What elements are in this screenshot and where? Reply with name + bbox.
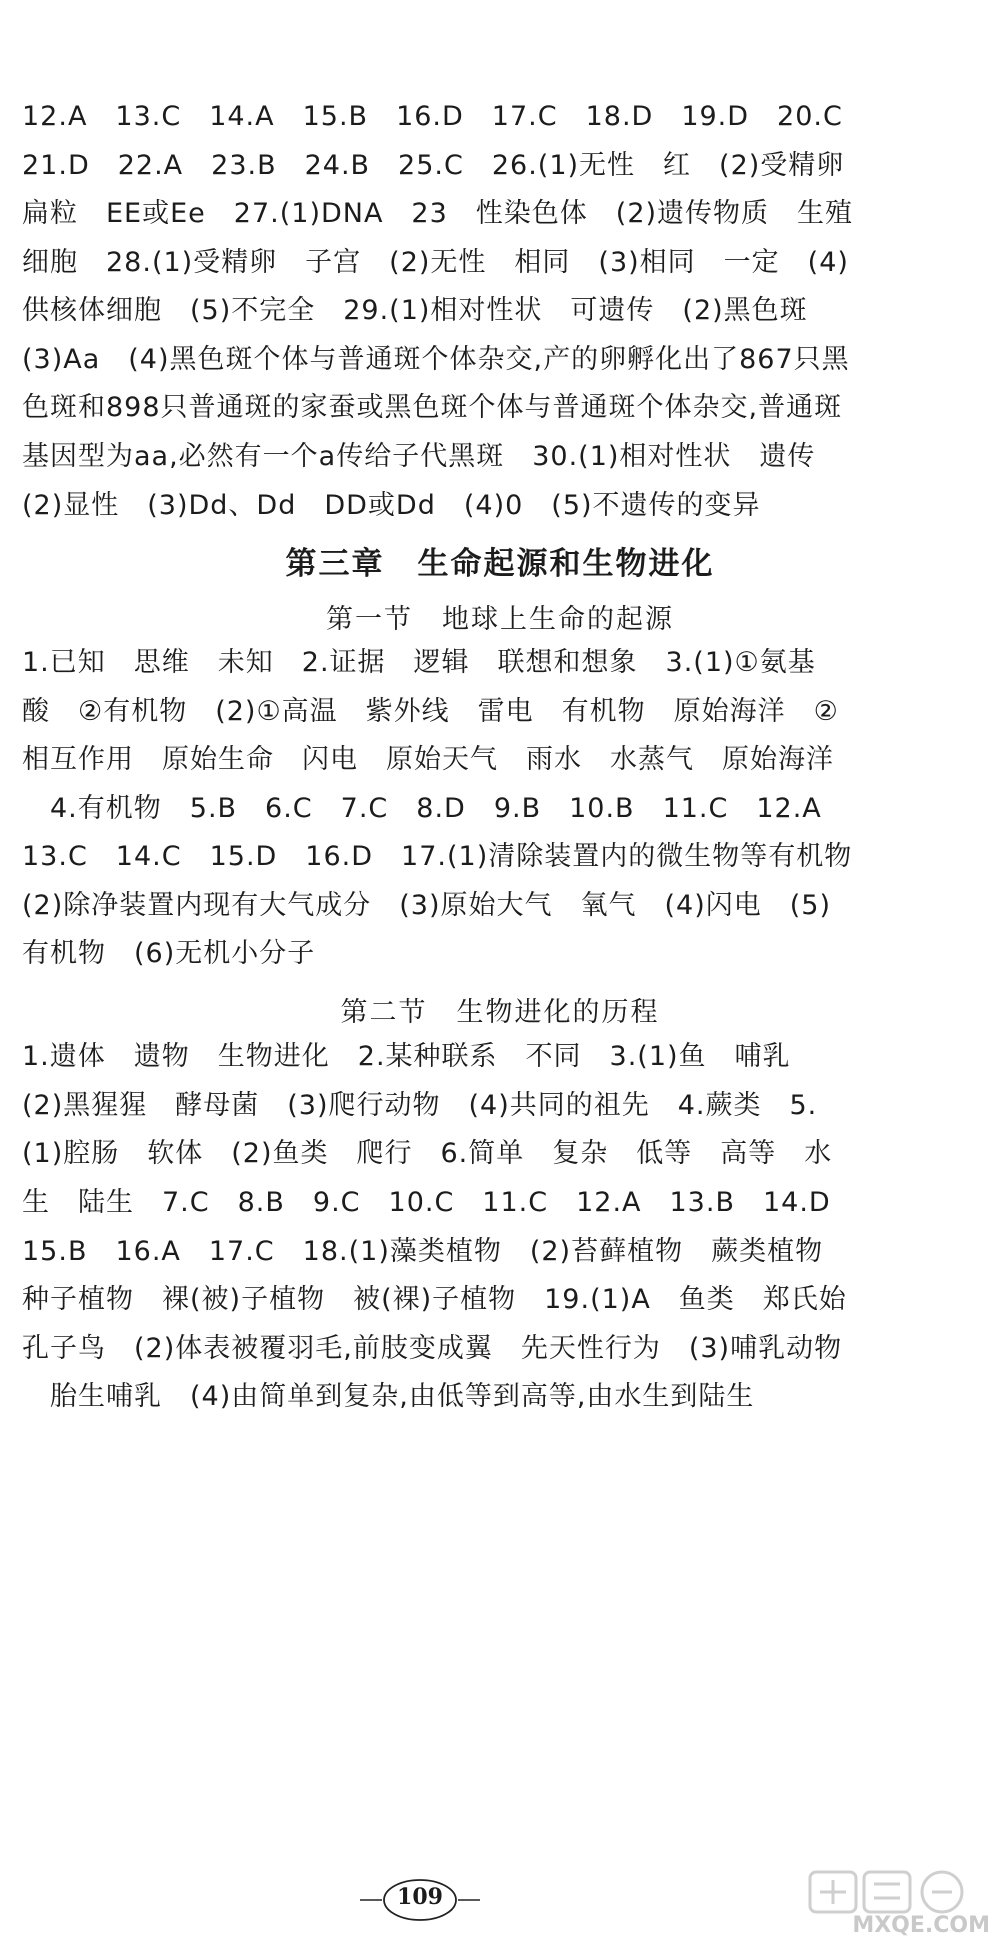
- chapter-title: 第三章 生命起源和生物进化: [285, 546, 715, 582]
- answer-line: 4.有机物 5.B 6.C 7.C 8.D 9.B 10.B 11.C 12.A: [22, 793, 822, 824]
- answer-line: 21.D 22.A 23.B 24.B 25.C 26.(1)无性 红 (2)受精卵: [22, 150, 845, 181]
- watermark-logo-icon: [790, 1868, 990, 1918]
- answer-line: 12.A 13.C 14.A 15.B 16.D 17.C 18.D 19.D 20.C: [22, 101, 843, 132]
- answer-line: 1.遗体 遗物 生物进化 2.某种联系 不同 3.(1)鱼 哺乳: [22, 1041, 791, 1072]
- answer-line: (1)腔肠 软体 (2)鱼类 爬行 6.简单 复杂 低等 高等 水: [22, 1138, 833, 1169]
- section-title: 第一节 地球上生命的起源: [326, 604, 674, 635]
- watermark-site: MXQE.COM: [852, 1913, 990, 1938]
- answer-line: (2)除净装置内现有大气成分 (3)原始大气 氧气 (4)闪电 (5): [22, 890, 831, 921]
- answer-line: (3)Aa (4)黑色斑个体与普通斑个体杂交,产的卵孵化出了867只黑: [22, 344, 850, 375]
- section-title: 第二节 生物进化的历程: [340, 997, 660, 1028]
- answer-line: (2)黑猩猩 酵母菌 (3)爬行动物 (4)共同的祖先 4.蕨类 5.: [22, 1090, 818, 1121]
- watermark-logo: [790, 1868, 990, 1938]
- answer-line: 15.B 16.A 17.C 18.(1)藻类植物 (2)苔藓植物 蕨类植物: [22, 1236, 824, 1267]
- answer-line: 孔子鸟 (2)体表被覆羽毛,前肢变成翼 先天性行为 (3)哺乳动物: [22, 1333, 843, 1364]
- answer-line: 酸 ②有机物 (2)①高温 紫外线 雷电 有机物 原始海洋 ②: [22, 696, 839, 727]
- answer-line: 基因型为aa,必然有一个a传给子代黑斑 30.(1)相对性状 遗传: [22, 441, 816, 472]
- page-number: [360, 1870, 480, 1926]
- answer-line: 色斑和898只普通斑的家蚕或黑色斑个体与普通斑个体杂交,普通斑: [22, 392, 843, 423]
- answer-line: 1.已知 思维 未知 2.证据 逻辑 联想和想象 3.(1)①氨基: [22, 647, 816, 678]
- answer-line: 13.C 14.C 15.D 16.D 17.(1)清除装置内的微生物等有机物: [22, 841, 853, 872]
- answer-line: 种子植物 裸(被)子植物 被(裸)子植物 19.(1)A 鱼类 郑氏始: [22, 1284, 847, 1315]
- answer-line: 相互作用 原始生命 闪电 原始天气 雨水 水蒸气 原始海洋: [22, 744, 834, 775]
- answer-line: 扁粒 EE或Ee 27.(1)DNA 23 性染色体 (2)遗传物质 生殖: [22, 198, 854, 229]
- answer-line: 生 陆生 7.C 8.B 9.C 10.C 11.C 12.A 13.B 14.D: [22, 1187, 831, 1218]
- answer-line: 细胞 28.(1)受精卵 子宫 (2)无性 相同 (3)相同 一定 (4): [22, 247, 849, 278]
- answer-line: (2)显性 (3)Dd、Dd DD或Dd (4)0 (5)不遗传的变异: [22, 490, 761, 521]
- answer-line: 供核体细胞 (5)不完全 29.(1)相对性状 可遗传 (2)黑色斑: [22, 295, 808, 326]
- answer-line: 有机物 (6)无机小分子: [22, 938, 316, 969]
- answer-line: 胎生哺乳 (4)由简单到复杂,由低等到高等,由水生到陆生: [22, 1381, 755, 1412]
- page-number-text: 109: [397, 1884, 443, 1910]
